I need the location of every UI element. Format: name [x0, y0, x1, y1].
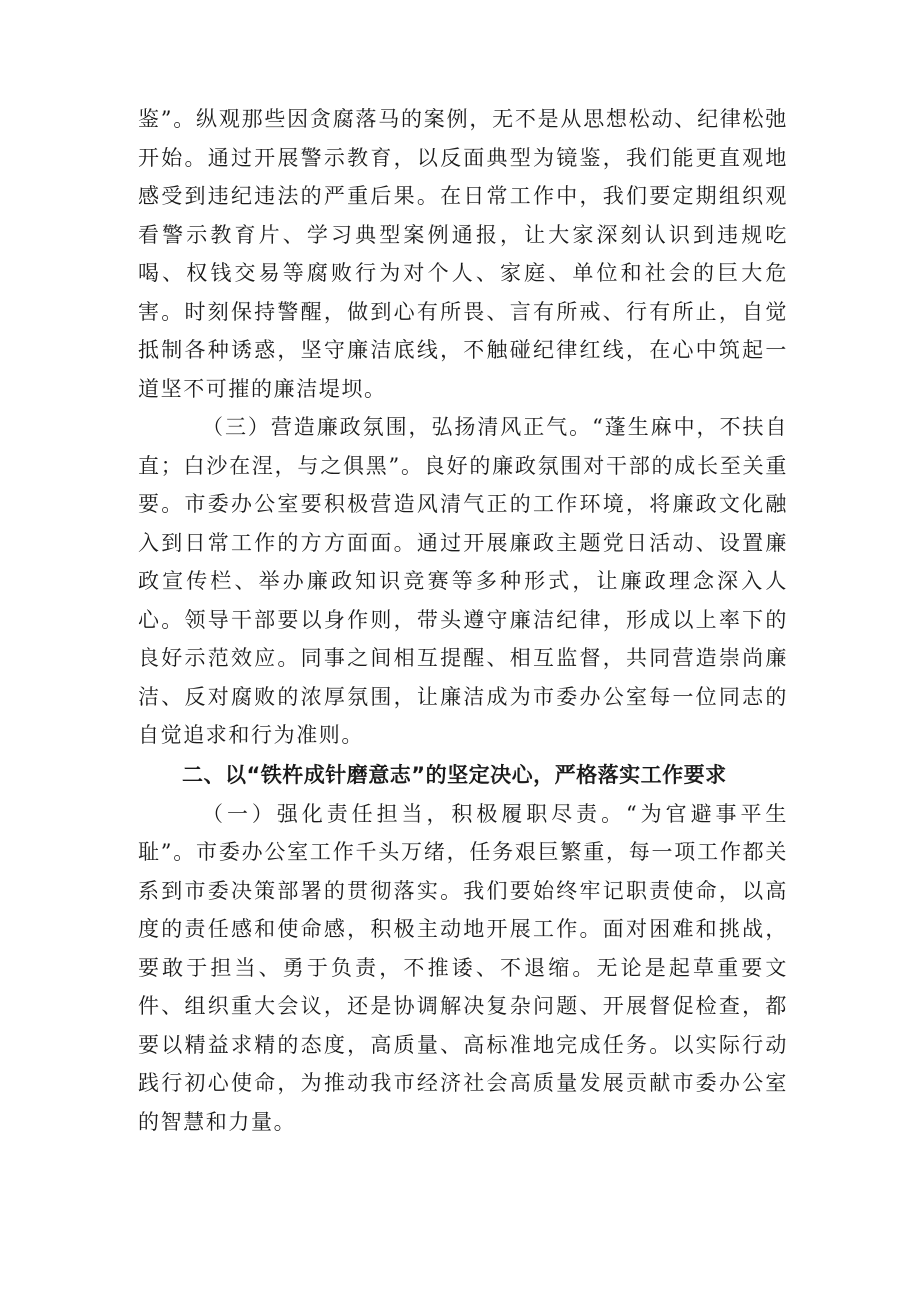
body-paragraph-section-three: （三）营造廉政氛围，弘扬清风正气。“蓬生麻中，不扶自直；白沙在涅，与之俱黑”。良好的廉政氛围对干部的成长至关重要。市委办公室要积极营造风清气正的工作环境，将廉政文化融入到日常工作的方方面面。通过开展廉政主题党日活动、设置廉政宣传栏、举办廉政知识竞赛等多种形式，让廉政理念深入人心。领导干部要以身作则，带头遵守廉洁纪律，形成以上率下的良好示范效应。同事之间相互提醒、相互监督，共同营造崇尚廉洁、反对腐败的浓厚氛围，让廉洁成为市委办公室每一位同志的自觉追求和行为准则。 — [138, 415, 788, 747]
section-heading-two: 二、以“铁杵成针磨意志”的坚定决心，严格落实工作要求 — [182, 762, 727, 787]
document-page — [138, 100, 788, 1141]
body-paragraph-section-two-one: （一）强化责任担当，积极履职尽责。“为官避事平生耻”。市委办公室工作千头万绪，任务艰巨繁重，每一项工作都关系到市委决策部署的贯彻落实。我们要始终牢记职责使命，以高度的责任感和使命感，积极主动地开展工作。面对困难和挑战，要敢于担当、勇于负责，不推诿、不退缩。无论是起草重要文件、组织重大会议，还是协调解决复杂问题、开展督促检查，都要以精益求精的态度，高质量、高标准地完成任务。以实际行动践行初心使命，为推动我市经济社会高质量发展贡献市委办公室的智慧和力量。 — [138, 801, 788, 1134]
body-paragraph-continuation: 鉴”。纵观那些因贪腐落马的案例，无不是从思想松动、纪律松弛开始。通过开展警示教育，以反面典型为镜鉴，我们能更直观地感受到违纪违法的严重后果。在日常工作中，我们要定期组织观看警示教育片、学习典型案例通报，让大家深刻认识到违规吃喝、权钱交易等腐败行为对个人、家庭、单位和社会的巨大危害。时刻保持警醒，做到心有所畏、言有所戒、行有所止，自觉抵制各种诱惑，坚守廉洁底线，不触碰纪律红线，在心中筑起一道坚不可摧的廉洁堤坝。 — [138, 107, 788, 401]
